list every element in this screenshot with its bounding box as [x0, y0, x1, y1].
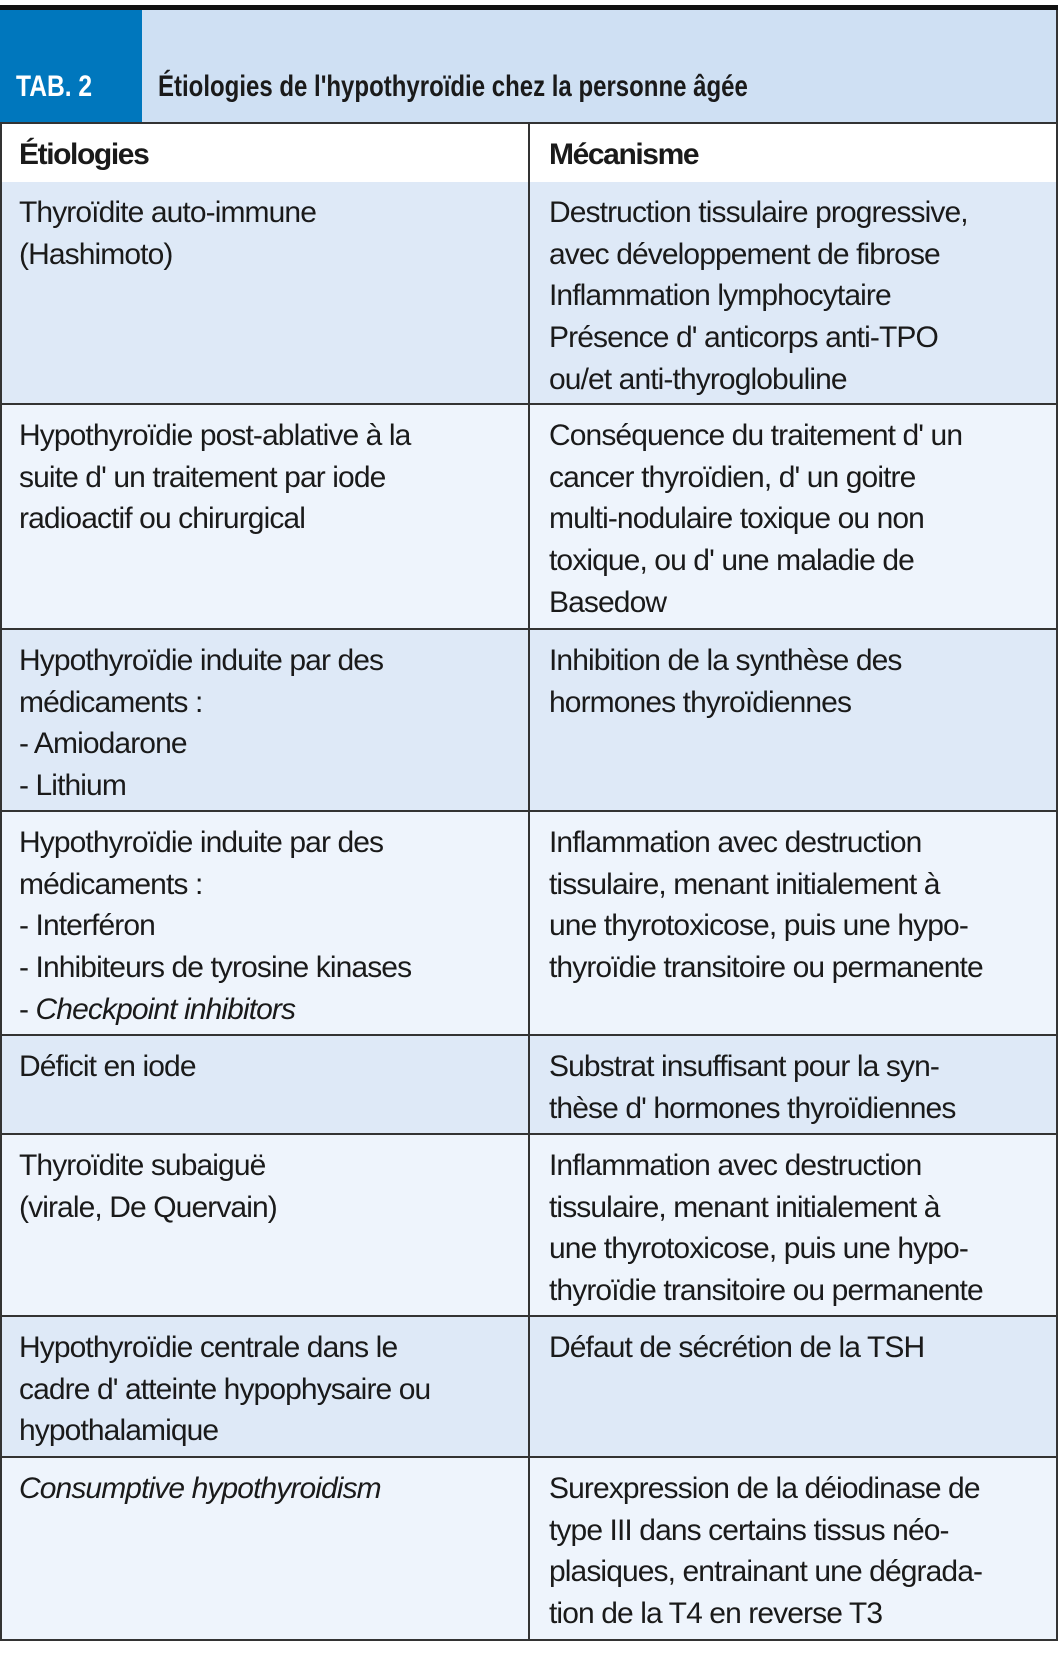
cell-line	[549, 1468, 1056, 1510]
mechanism-cell	[532, 182, 1056, 403]
etiology-cell	[2, 1458, 530, 1639]
etiology-cell	[2, 812, 530, 1034]
text-segment: avec développement de fibrose	[549, 237, 940, 271]
mechanism-cell	[532, 630, 1056, 810]
text-segment: Défaut de sécrétion de la TSH	[549, 1331, 925, 1364]
cell-line	[19, 682, 528, 724]
column-header-etiologies	[2, 124, 530, 182]
cell-line	[549, 192, 1056, 234]
text-segment: - Amiodarone	[19, 727, 187, 761]
cell-line	[549, 1551, 1056, 1593]
cell-line	[549, 640, 1056, 682]
mechanism-cell	[532, 405, 1056, 628]
etiology-cell	[2, 182, 530, 403]
cell-line	[19, 457, 528, 499]
cell-line	[19, 822, 528, 864]
cell-line	[19, 498, 528, 540]
text-segment: Présence d' anticorps anti-TPO	[549, 321, 938, 355]
text-segment: hormones thyroïdiennes	[549, 685, 852, 719]
cell-line	[19, 864, 528, 906]
mechanism-cell	[532, 1317, 1056, 1456]
text-segment: - Inhibiteurs de tyrosine kinases	[19, 951, 412, 985]
column-header-text: Mécanisme	[549, 138, 699, 171]
column-header-mecanisme	[532, 124, 1056, 182]
cell-line	[549, 1088, 1056, 1130]
cell-line	[19, 192, 528, 234]
mechanism-cell	[532, 1458, 1056, 1639]
cell-line	[19, 765, 528, 807]
text-segment: suite d' un traitement par iode	[19, 460, 386, 494]
cell-line	[549, 864, 1056, 906]
cell-line	[549, 498, 1056, 540]
table-title	[158, 10, 1048, 122]
cell-line	[19, 1410, 528, 1452]
table-row	[0, 1317, 1058, 1458]
text-segment: tissulaire, menant initialement à	[549, 1190, 940, 1224]
cell-line	[19, 415, 528, 457]
cell-line	[19, 947, 528, 989]
text-segment: Substrat insuffisant pour la syn-	[549, 1050, 939, 1083]
text-segment: thyroïdie transitoire ou permanente	[549, 1274, 983, 1308]
text-segment: - Lithium	[19, 769, 126, 803]
cell-line	[549, 234, 1056, 276]
cell-line	[549, 822, 1056, 864]
cell-line	[549, 682, 1056, 724]
cell-line	[549, 457, 1056, 499]
cell-line	[549, 415, 1056, 457]
text-segment: thèse d' hormones thyroïdiennes	[549, 1091, 956, 1125]
text-segment: Hypothyroïdie post-ablative à la	[19, 419, 411, 452]
cell-line	[549, 275, 1056, 317]
text-segment: Thyroïdite auto-immune	[19, 196, 317, 229]
column-header-text: Étiologies	[19, 138, 149, 171]
cell-line	[19, 1369, 528, 1411]
table-row	[0, 812, 1058, 1036]
cell-line	[549, 905, 1056, 947]
text-segment: toxique, ou d' une maladie de	[549, 544, 914, 578]
text-segment: -	[19, 992, 36, 1026]
text-segment: Surexpression de la déiodinase de	[549, 1472, 980, 1505]
cell-line	[549, 582, 1056, 624]
cell-line	[549, 1327, 1056, 1369]
cell-line	[19, 1046, 528, 1088]
mechanism-cell	[532, 1036, 1056, 1133]
table-row	[0, 1135, 1058, 1317]
cell-line	[549, 359, 1056, 401]
text-segment: (virale, De Quervain)	[19, 1190, 277, 1224]
cell-line	[19, 1468, 528, 1510]
table-row	[0, 405, 1058, 630]
mechanism-cell	[532, 812, 1056, 1034]
cell-line	[19, 234, 528, 276]
cell-line	[549, 1270, 1056, 1312]
table-header-row	[0, 122, 1058, 184]
text-segment: Consumptive hypothyroidism	[19, 1472, 381, 1505]
text-segment: Checkpoint inhibitors	[35, 992, 296, 1026]
text-segment: cadre d' atteinte hypophysaire ou	[19, 1372, 431, 1406]
text-segment: Hypothyroïdie induite par des	[19, 644, 384, 677]
text-segment: Thyroïdite subaiguë	[19, 1149, 266, 1182]
cell-line	[19, 723, 528, 765]
table-row	[0, 1458, 1058, 1641]
cell-line	[19, 640, 528, 682]
cell-line	[549, 1046, 1056, 1088]
cell-line	[549, 1187, 1056, 1229]
table-row	[0, 182, 1058, 405]
table-number-box	[0, 10, 142, 122]
cell-line	[549, 540, 1056, 582]
etiology-cell	[2, 630, 530, 810]
etiology-cell	[2, 405, 530, 628]
text-segment: tissulaire, menant initialement à	[549, 867, 940, 901]
cell-line	[549, 1510, 1056, 1552]
text-segment: - Interféron	[19, 909, 155, 943]
text-segment: hypothalamique	[19, 1414, 219, 1448]
cell-line	[549, 1145, 1056, 1187]
text-segment: radioactif ou chirurgical	[19, 502, 305, 536]
cell-line	[19, 989, 528, 1031]
text-segment: Inflammation lymphocytaire	[549, 279, 891, 313]
text-segment: ou/et anti-thyroglobuline	[549, 362, 847, 396]
cell-line	[549, 1228, 1056, 1270]
text-segment: tion de la T4 en reverse T3	[549, 1597, 883, 1631]
etiology-cell	[2, 1135, 530, 1315]
text-segment: Déficit en iode	[19, 1050, 196, 1083]
cell-line	[19, 1187, 528, 1229]
text-segment: Inflammation avec destruction	[549, 1149, 922, 1182]
cell-line	[19, 1145, 528, 1187]
text-segment: type III dans certains tissus néo-	[549, 1513, 949, 1547]
text-segment: médicaments :	[19, 685, 203, 719]
text-segment: Basedow	[549, 585, 667, 619]
table-number-label: TAB. 2	[16, 70, 93, 103]
text-segment: une thyrotoxicose, puis une hypo-	[549, 1232, 968, 1266]
text-segment: Destruction tissulaire progressive,	[549, 196, 968, 229]
text-segment: Inflammation avec destruction	[549, 826, 922, 859]
cell-line	[549, 1593, 1056, 1635]
text-segment: Inhibition de la synthèse des	[549, 644, 902, 677]
table-row	[0, 1036, 1058, 1135]
mechanism-cell	[532, 1135, 1056, 1315]
text-segment: cancer thyroïdien, d' un goitre	[549, 460, 916, 494]
text-segment: multi-nodulaire toxique ou non	[549, 502, 924, 536]
text-segment: médicaments :	[19, 867, 203, 901]
cell-line	[549, 947, 1056, 989]
text-segment: Hypothyroïdie induite par des	[19, 826, 384, 859]
cell-line	[19, 905, 528, 947]
text-segment: thyroïdie transitoire ou permanente	[549, 951, 983, 985]
text-segment: une thyrotoxicose, puis une hypo-	[549, 909, 968, 943]
text-segment: Conséquence du traitement d' un	[549, 419, 963, 452]
table-title-text: Étiologies de l'hypothyroïdie chez la personne âgée	[158, 70, 748, 103]
cell-line	[19, 1327, 528, 1369]
table-row	[0, 630, 1058, 812]
text-segment: plasiques, entrainant une dégrada-	[549, 1555, 983, 1589]
text-segment: Hypothyroïdie centrale dans le	[19, 1331, 398, 1364]
cell-line	[549, 317, 1056, 359]
text-segment: (Hashimoto)	[19, 237, 173, 271]
etiology-cell	[2, 1036, 530, 1133]
etiology-cell	[2, 1317, 530, 1456]
